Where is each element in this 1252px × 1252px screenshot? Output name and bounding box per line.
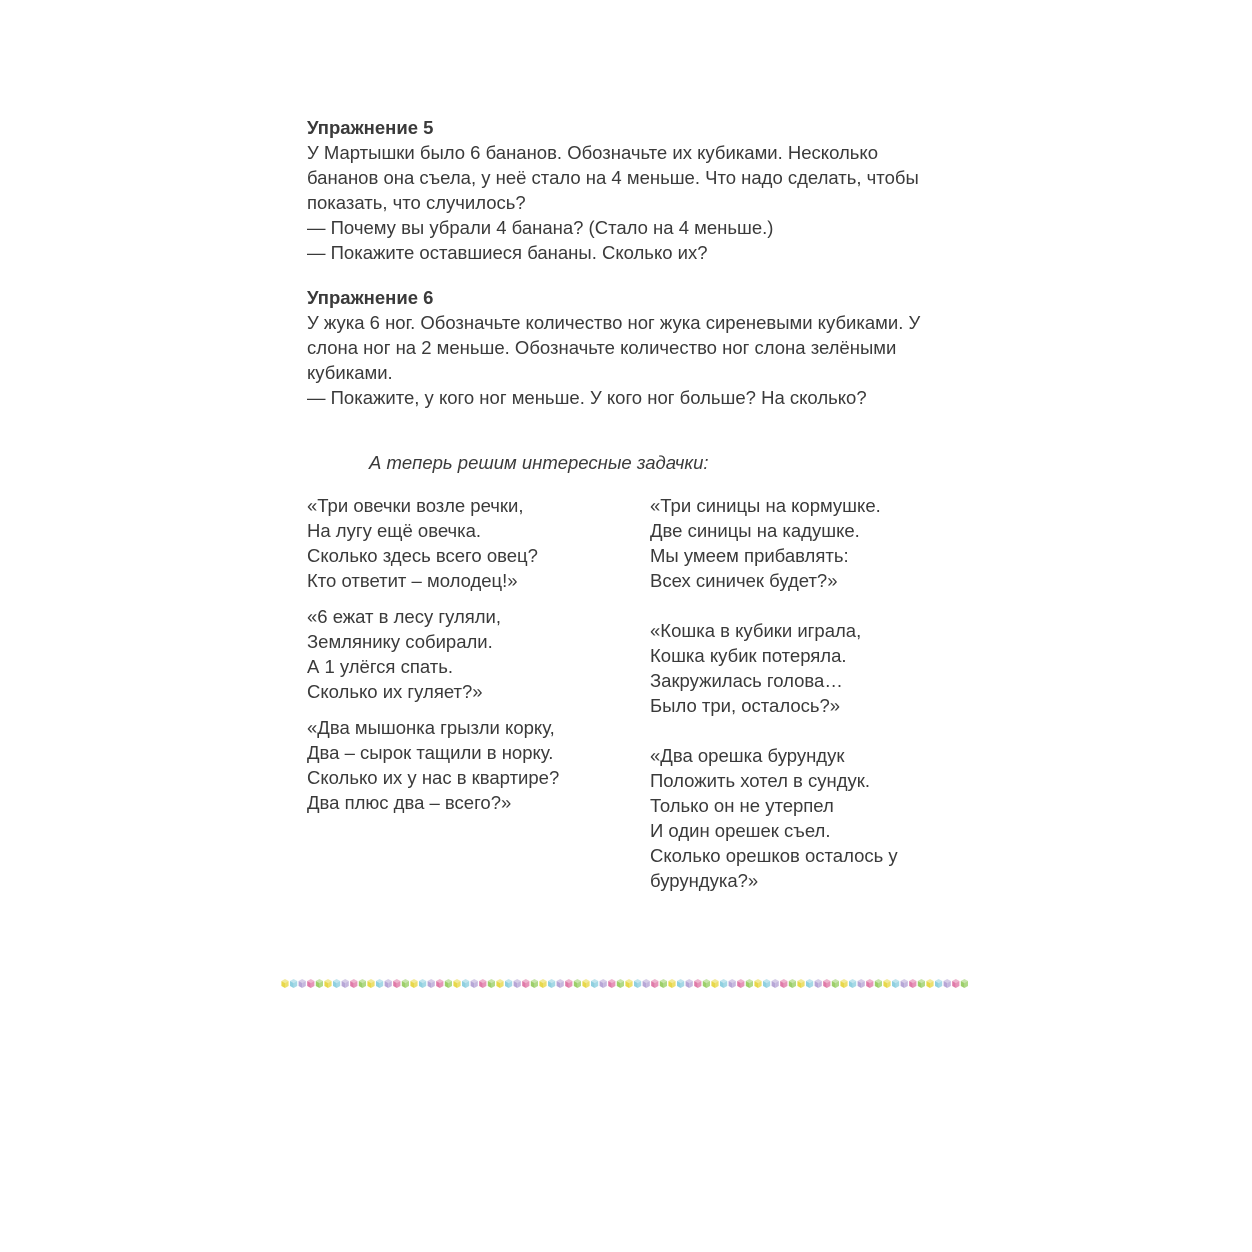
poem-line: Всех синичек будет?» — [650, 570, 838, 591]
colored-cube-icon — [505, 979, 512, 988]
exercise-text-line: кубиками. — [307, 362, 393, 383]
colored-cube-icon — [901, 979, 908, 988]
colored-cube-icon — [333, 979, 340, 988]
colored-cube-icon — [531, 979, 538, 988]
colored-cube-icon — [453, 979, 460, 988]
colored-cube-icon — [634, 979, 641, 988]
colored-cube-icon — [462, 979, 469, 988]
colored-cube-icon — [496, 979, 503, 988]
poem — [650, 618, 898, 718]
poem-line: «Два мышонка грызли корку, — [307, 717, 555, 738]
colored-cube-icon — [961, 979, 968, 988]
colored-cube-icon — [617, 979, 624, 988]
colored-cube-icon — [385, 979, 392, 988]
colored-cube-icon — [918, 979, 925, 988]
poem-line: Землянику собирали. — [307, 631, 493, 652]
exercise-text-line: — Покажите, у кого ног меньше. У кого ног больше? На сколько? — [307, 387, 867, 408]
colored-cube-icon — [935, 979, 942, 988]
colored-cube-icon — [608, 979, 615, 988]
colored-cube-icon — [514, 979, 521, 988]
colored-cube-icon — [350, 979, 357, 988]
colored-cube-icon — [763, 979, 770, 988]
exercise-text-line: У Мартышки было 6 бананов. Обозначьте их кубиками. Несколько — [307, 142, 879, 163]
colored-cube-icon — [522, 979, 529, 988]
colored-cube-icon — [823, 979, 830, 988]
exercise-text-line: бананов она съела, у неё стало на 4 меньше. Что надо сделать, чтобы — [307, 167, 919, 188]
colored-cube-icon — [789, 979, 796, 988]
colored-cube-icon — [643, 979, 650, 988]
poem — [307, 493, 559, 593]
colored-cube-icon — [909, 979, 916, 988]
colored-cube-icon — [548, 979, 555, 988]
poem-line: «Два орешка бурундук — [650, 745, 845, 766]
poem-line: «6 ежат в лесу гуляли, — [307, 606, 502, 627]
poem-line: Сколько их у нас в квартире? — [307, 767, 560, 788]
puzzles-intro: А теперь решим интересные задачки: — [369, 452, 709, 473]
poems-right-column — [650, 493, 898, 893]
poem — [650, 493, 898, 593]
colored-cube-icon — [307, 979, 314, 988]
colored-cube-icon — [883, 979, 890, 988]
colored-cube-icon — [281, 979, 288, 988]
poem-line: Сколько орешков осталось у — [650, 845, 898, 866]
colored-cube-icon — [746, 979, 753, 988]
poem-line: «Три синицы на кормушке. — [650, 495, 881, 516]
poem-line: Было три, осталось?» — [650, 695, 841, 716]
colored-cube-icon — [393, 979, 400, 988]
colored-cube-icon — [582, 979, 589, 988]
poem-line: бурундука?» — [650, 870, 759, 891]
colored-cube-icon — [359, 979, 366, 988]
colored-cube-icon — [600, 979, 607, 988]
poem — [307, 604, 559, 704]
colored-cube-icon — [858, 979, 865, 988]
colored-cube-icon — [694, 979, 701, 988]
poem-line: Сколько их гуляет?» — [307, 681, 483, 702]
colored-cube-icon — [815, 979, 822, 988]
poem-line: Два плюс два – всего?» — [307, 792, 512, 813]
poems-left-column — [307, 493, 559, 815]
exercise-title: Упражнение 5 — [307, 117, 434, 138]
exercise-text-line: — Покажите оставшиеся бананы. Сколько их? — [307, 242, 708, 263]
colored-cube-icon — [436, 979, 443, 988]
colored-cube-icon — [668, 979, 675, 988]
colored-cube-icon — [539, 979, 546, 988]
colored-cube-icon — [428, 979, 435, 988]
poem-line: Только он не утерпел — [650, 795, 834, 816]
colored-cube-icon — [410, 979, 417, 988]
colored-cube-icon — [729, 979, 736, 988]
colored-cube-icon — [660, 979, 667, 988]
poem-line: Сколько здесь всего овец? — [307, 545, 538, 566]
colored-cube-icon — [367, 979, 374, 988]
colored-cube-icon — [737, 979, 744, 988]
colored-cube-icon — [419, 979, 426, 988]
poem-line: Закружилась голова… — [650, 670, 843, 691]
colored-cube-icon — [324, 979, 331, 988]
colored-cube-icon — [479, 979, 486, 988]
exercise-text-line: — Почему вы убрали 4 банана? (Стало на 4 меньше.) — [307, 217, 774, 238]
poem-line: На лугу ещё овечка. — [307, 520, 482, 541]
colored-cube-icon — [316, 979, 323, 988]
colored-cube-icon — [677, 979, 684, 988]
exercise-text-line: У жука 6 ног. Обозначьте количество ног жука сиреневыми кубиками. У — [307, 312, 921, 333]
poem-line: «Кошка в кубики играла, — [650, 620, 862, 641]
colored-cube-icon — [471, 979, 478, 988]
colored-cube-icon — [557, 979, 564, 988]
exercise-text-line: показать, что случилось? — [307, 192, 526, 213]
colored-cube-icon — [488, 979, 495, 988]
colored-cube-icon — [875, 979, 882, 988]
colored-cube-icon — [840, 979, 847, 988]
exercise-title: Упражнение 6 — [307, 287, 434, 308]
colored-cube-icon — [445, 979, 452, 988]
poem-line: Две синицы на кадушке. — [650, 520, 860, 541]
colored-cube-icon — [703, 979, 710, 988]
poem-line: Мы умеем прибавлять: — [650, 545, 849, 566]
colored-cube-icon — [376, 979, 383, 988]
colored-cube-icon — [651, 979, 658, 988]
colored-cube-icon — [772, 979, 779, 988]
poem — [650, 743, 898, 893]
colored-cube-icon — [625, 979, 632, 988]
poem-line: Кто ответит – молодец!» — [307, 570, 518, 591]
colored-cube-icon — [780, 979, 787, 988]
colored-cube-icon — [926, 979, 933, 988]
colored-cube-icon — [574, 979, 581, 988]
colored-cube-icon — [944, 979, 951, 988]
poem — [307, 715, 559, 815]
colored-cube-icon — [832, 979, 839, 988]
colored-cube-icon — [892, 979, 899, 988]
colored-cube-icon — [849, 979, 856, 988]
colored-cube-icon — [806, 979, 813, 988]
poem-line: «Три овечки возле речки, — [307, 495, 524, 516]
exercise-5 — [307, 115, 967, 265]
poem-line: И один орешек съел. — [650, 820, 831, 841]
exercise-text-line: слона ног на 2 меньше. Обозначьте количество ног слона зелёными — [307, 337, 897, 358]
poem-line: Кошка кубик потеряла. — [650, 645, 847, 666]
colored-cube-icon — [565, 979, 572, 988]
colored-cube-icon — [290, 979, 297, 988]
colored-cube-icon — [711, 979, 718, 988]
colored-cube-icon — [866, 979, 873, 988]
colored-cube-icon — [720, 979, 727, 988]
cube-divider — [281, 978, 971, 989]
colored-cube-icon — [952, 979, 959, 988]
colored-cube-icon — [754, 979, 761, 988]
colored-cube-icon — [591, 979, 598, 988]
exercises-block — [307, 115, 967, 410]
exercise-6 — [307, 285, 967, 410]
poem-line: Положить хотел в сундук. — [650, 770, 870, 791]
colored-cube-icon — [342, 979, 349, 988]
colored-cube-icon — [402, 979, 409, 988]
colored-cube-icon — [797, 979, 804, 988]
colored-cube-icon — [299, 979, 306, 988]
poem-line: А 1 улёгся спать. — [307, 656, 453, 677]
colored-cube-icon — [686, 979, 693, 988]
poem-line: Два – сырок тащили в норку. — [307, 742, 554, 763]
